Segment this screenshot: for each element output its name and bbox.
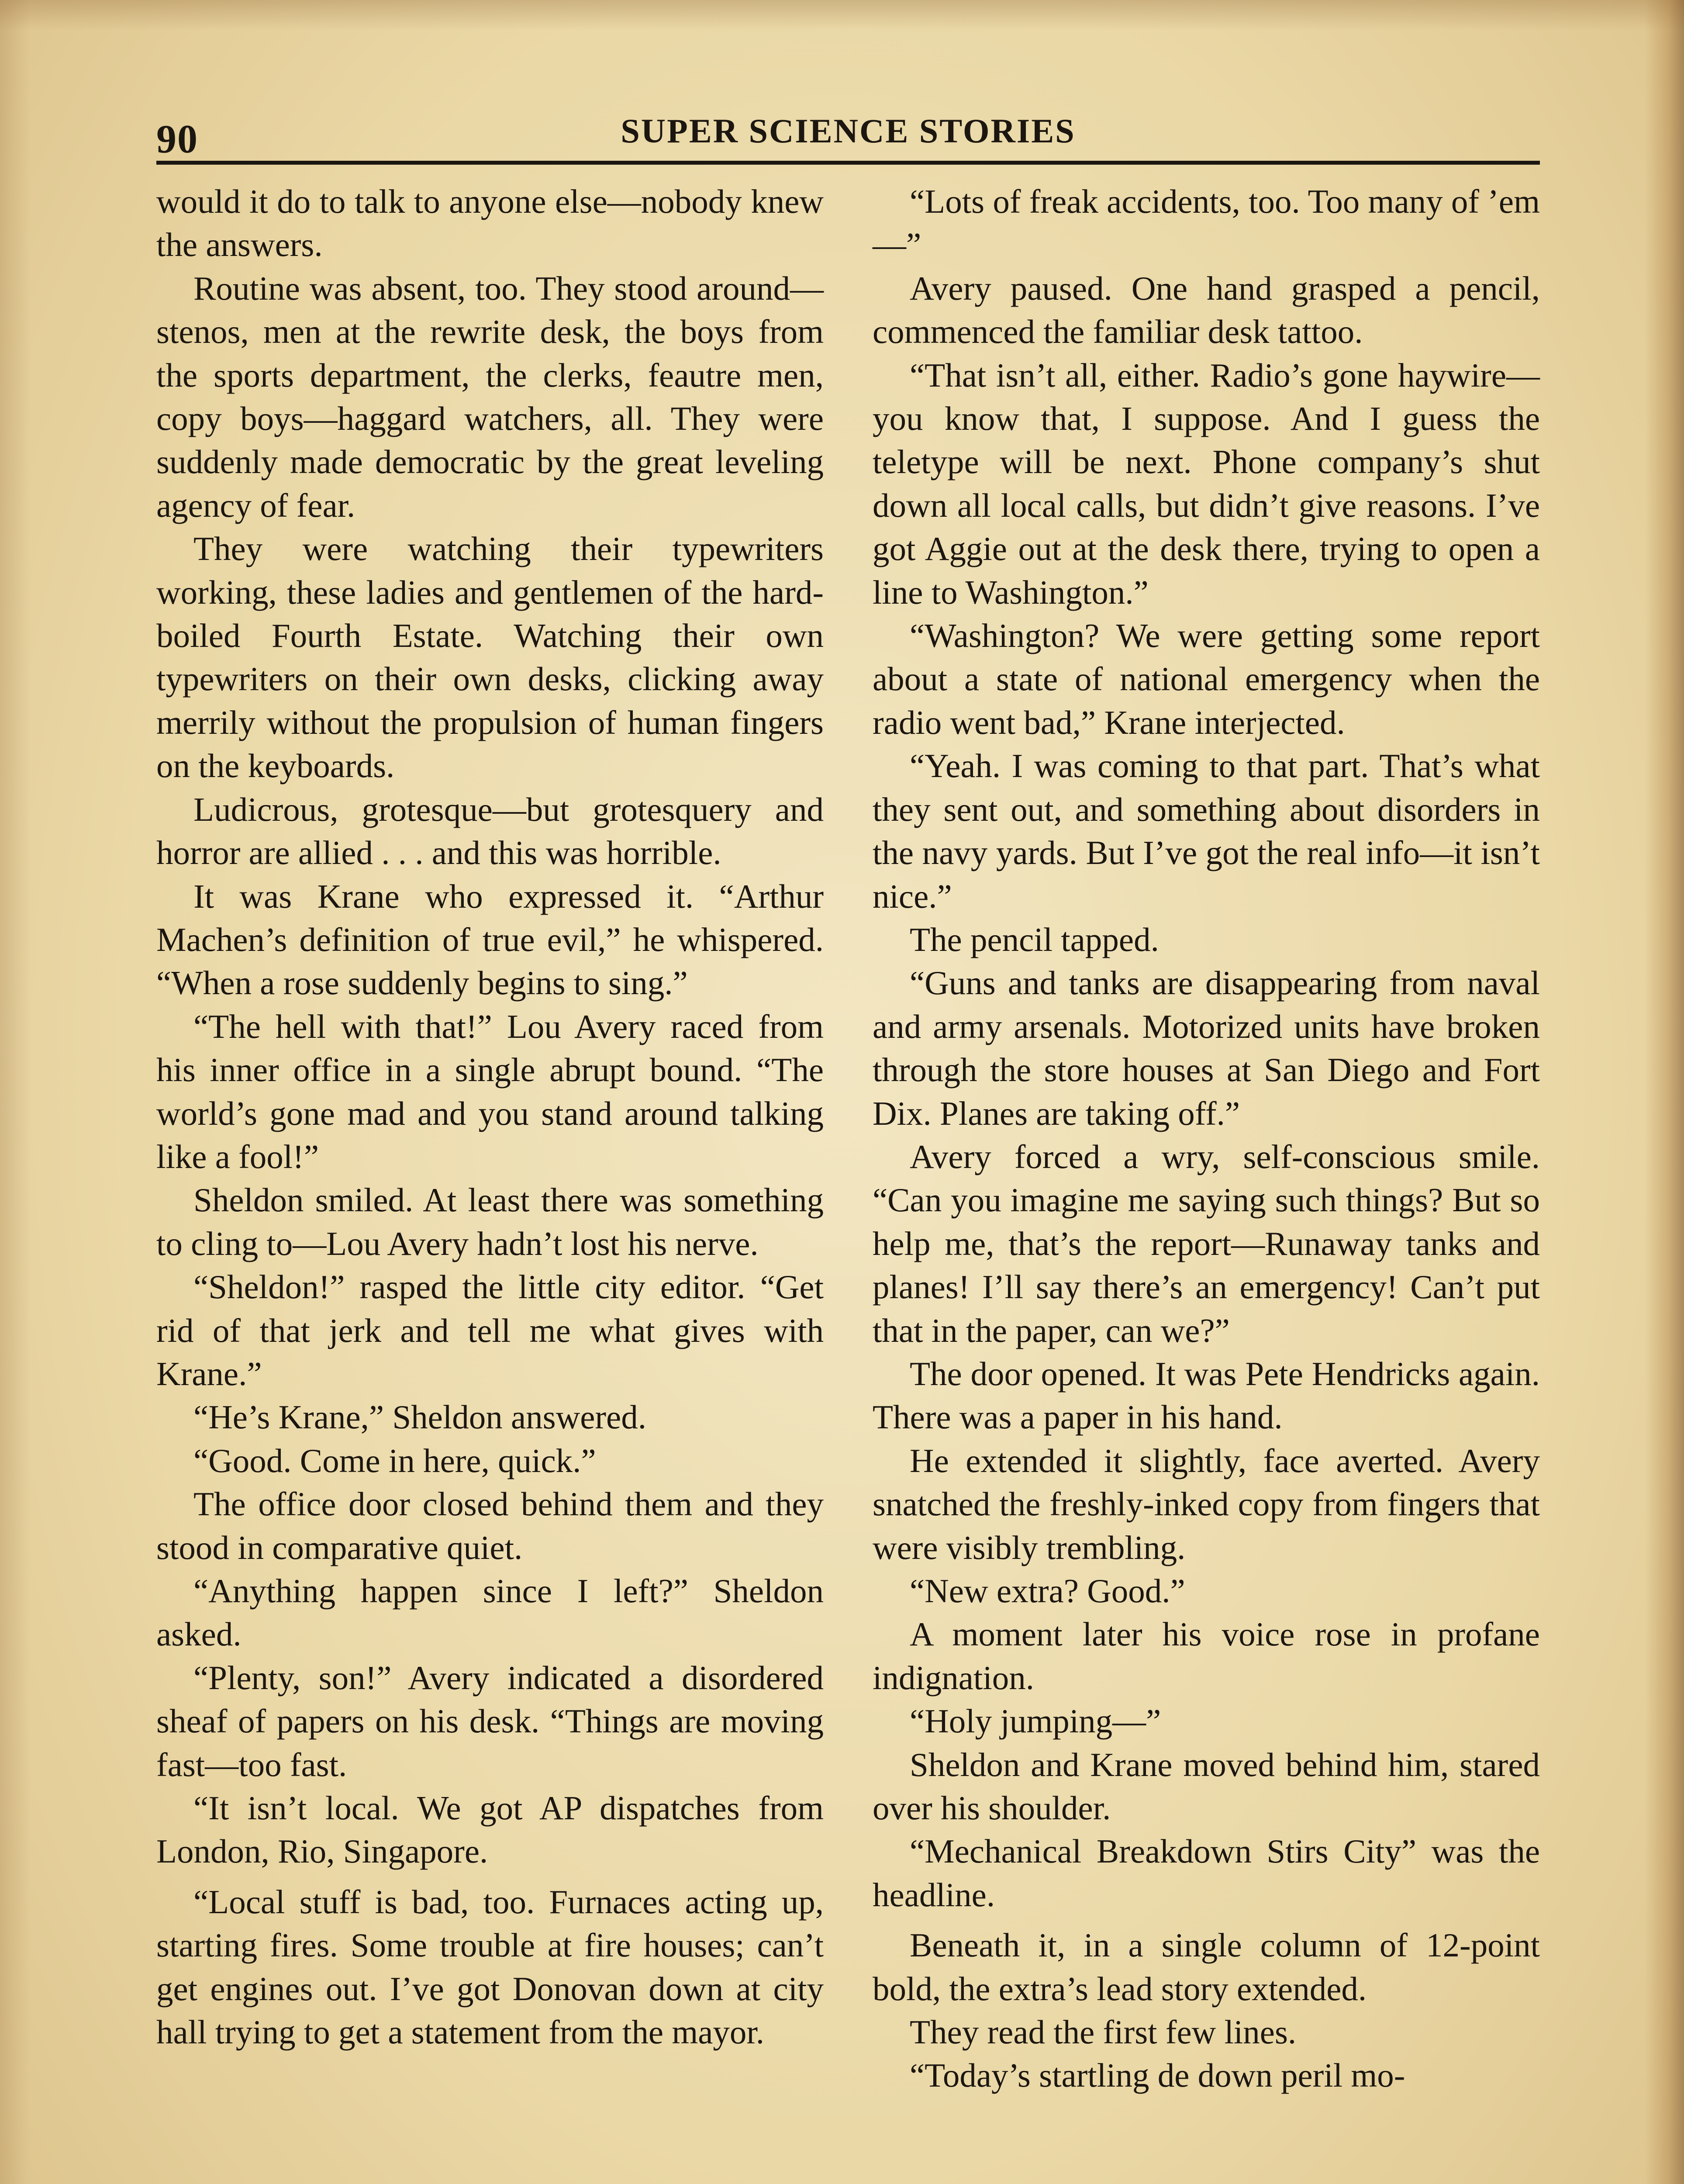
paragraph: “The hell with that!” Lou Avery raced from his inner office in a single abrupt bound. “The world’s gone mad and you stand around talking like a fool!”: [156, 1007, 824, 1175]
paragraph: He extended it slightly, face averted. Avery snatched the freshly-inked copy from fingers that were visibly trembling.: [873, 1441, 1540, 1566]
paragraph: “Local stuff is bad, too. Furnaces acting up, starting fires. Some trouble at fire houses; can’t get engines out. I’ve got Donovan down at city hall trying to get a statement from the mayor.: [156, 1883, 824, 2051]
paragraph: “Good. Come in here, quick.”: [193, 1441, 596, 1479]
page-edge-left: [0, 0, 31, 2184]
paragraph: Sheldon smiled. At least there was something to cling to—Lou Avery hadn’t lost his nerve.: [156, 1181, 824, 1262]
paragraph: It was Krane who expressed it. “Arthur Machen’s definition of true evil,” he whispered. “When a rose suddenly begins to sing.”: [156, 877, 824, 1002]
paragraph: Avery paused. One hand grasped a pencil, commenced the familiar desk tattoo.: [873, 269, 1540, 351]
right-column: [873, 180, 1540, 2184]
paragraph: “Mechanical Breakdown Stirs City” was the headline.: [873, 1832, 1540, 1914]
paragraph: Avery forced a wry, self-conscious smile. “Can you imagine me saying such things? But so help me, that’s the report—Runaway tanks and planes! I’ll say there’s an emergency! Can’t put that in the paper, can we?”: [873, 1137, 1540, 1349]
paragraph: A moment later his voice rose in profane indignation.: [873, 1615, 1540, 1697]
paragraph: would it do to talk to anyone else—nobody knew the answers.: [156, 183, 824, 264]
paragraph: The pencil tapped.: [910, 920, 1159, 958]
paragraph: “Yeah. I was coming to that part. That’s what they sent out, and something about disorders in the navy yards. But I’ve got the real info—it isn’t nice.”: [873, 747, 1540, 915]
paragraph: “Sheldon!” rasped the little city editor. “Get rid of that jerk and tell me what gives with Krane.”: [156, 1268, 824, 1393]
paragraph: Ludicrous, grotesque—but grotesquery and horror are allied . . . and this was horrible.: [156, 790, 824, 872]
left-column: [156, 180, 824, 2184]
paragraph: Sheldon and Krane moved behind him, stared over his shoulder.: [873, 1745, 1540, 1827]
paragraph: “Guns and tanks are disappearing from naval and army arsenals. Motorized units have broken through the store houses at San Diego and Fort Dix. Planes are taking off.”: [873, 964, 1540, 1132]
page-edge-top: [0, 0, 1684, 31]
paragraph: Beneath it, in a single column of 12-point bold, the extra’s lead story extended.: [873, 1926, 1540, 2008]
paragraph: “He’s Krane,” Sheldon answered.: [193, 1398, 646, 1436]
paragraph: “Anything happen since I left?” Sheldon asked.: [156, 1572, 824, 1653]
paragraph: Routine was absent, too. They stood around—stenos, men at the rewrite desk, the boys from the sports department, the clerks, feautre men, copy boys—haggard watchers, all. They were suddenly made democratic by the great leveling agency of fear.: [156, 269, 824, 524]
magazine-title: SUPER SCIENCE STORIES: [621, 112, 1076, 150]
paragraph: The door opened. It was Pete Hendricks again. There was a paper in his hand.: [873, 1355, 1540, 1436]
header-rule: [156, 161, 1540, 165]
paragraph: “New extra? Good.”: [910, 1572, 1185, 1610]
paragraph: They were watching their typewriters working, these ladies and gentlemen of the hard-boiled Fourth Estate. Watching their own typewriters on their own desks, clicking away merrily without the propulsion of human fingers on the keyboards.: [156, 530, 824, 785]
paragraph: “It isn’t local. We got AP dispatches from London, Rio, Singapore.: [156, 1789, 824, 1870]
paragraph: “Washington? We were getting some report about a state of national emergency when the radio went bad,” Krane interjected.: [873, 617, 1540, 741]
paragraph: The office door closed behind them and they stood in comparative quiet.: [156, 1485, 824, 1566]
page-number: 90: [156, 117, 198, 161]
page-edge-right: [1645, 0, 1684, 2184]
paragraph: They read the first few lines.: [910, 2013, 1297, 2051]
running-header: [156, 111, 1540, 164]
paragraph: “Plenty, son!” Avery indicated a disordered sheaf of papers on his desk. “Things are moving fast—too fast.: [156, 1659, 824, 1783]
paragraph: “Today’s startling de down peril mo-: [910, 2056, 1405, 2094]
paragraph: “That isn’t all, either. Radio’s gone haywire—you know that, I suppose. And I guess the teletype will be next. Phone company’s shut down all local calls, but didn’t give reasons. I’ve got Aggie out at the desk there, trying to open a line to Washington.”: [873, 356, 1540, 611]
paragraph: “Lots of freak accidents, too. Too many of ’em—”: [873, 183, 1540, 264]
paragraph: “Holy jumping—”: [910, 1702, 1161, 1740]
